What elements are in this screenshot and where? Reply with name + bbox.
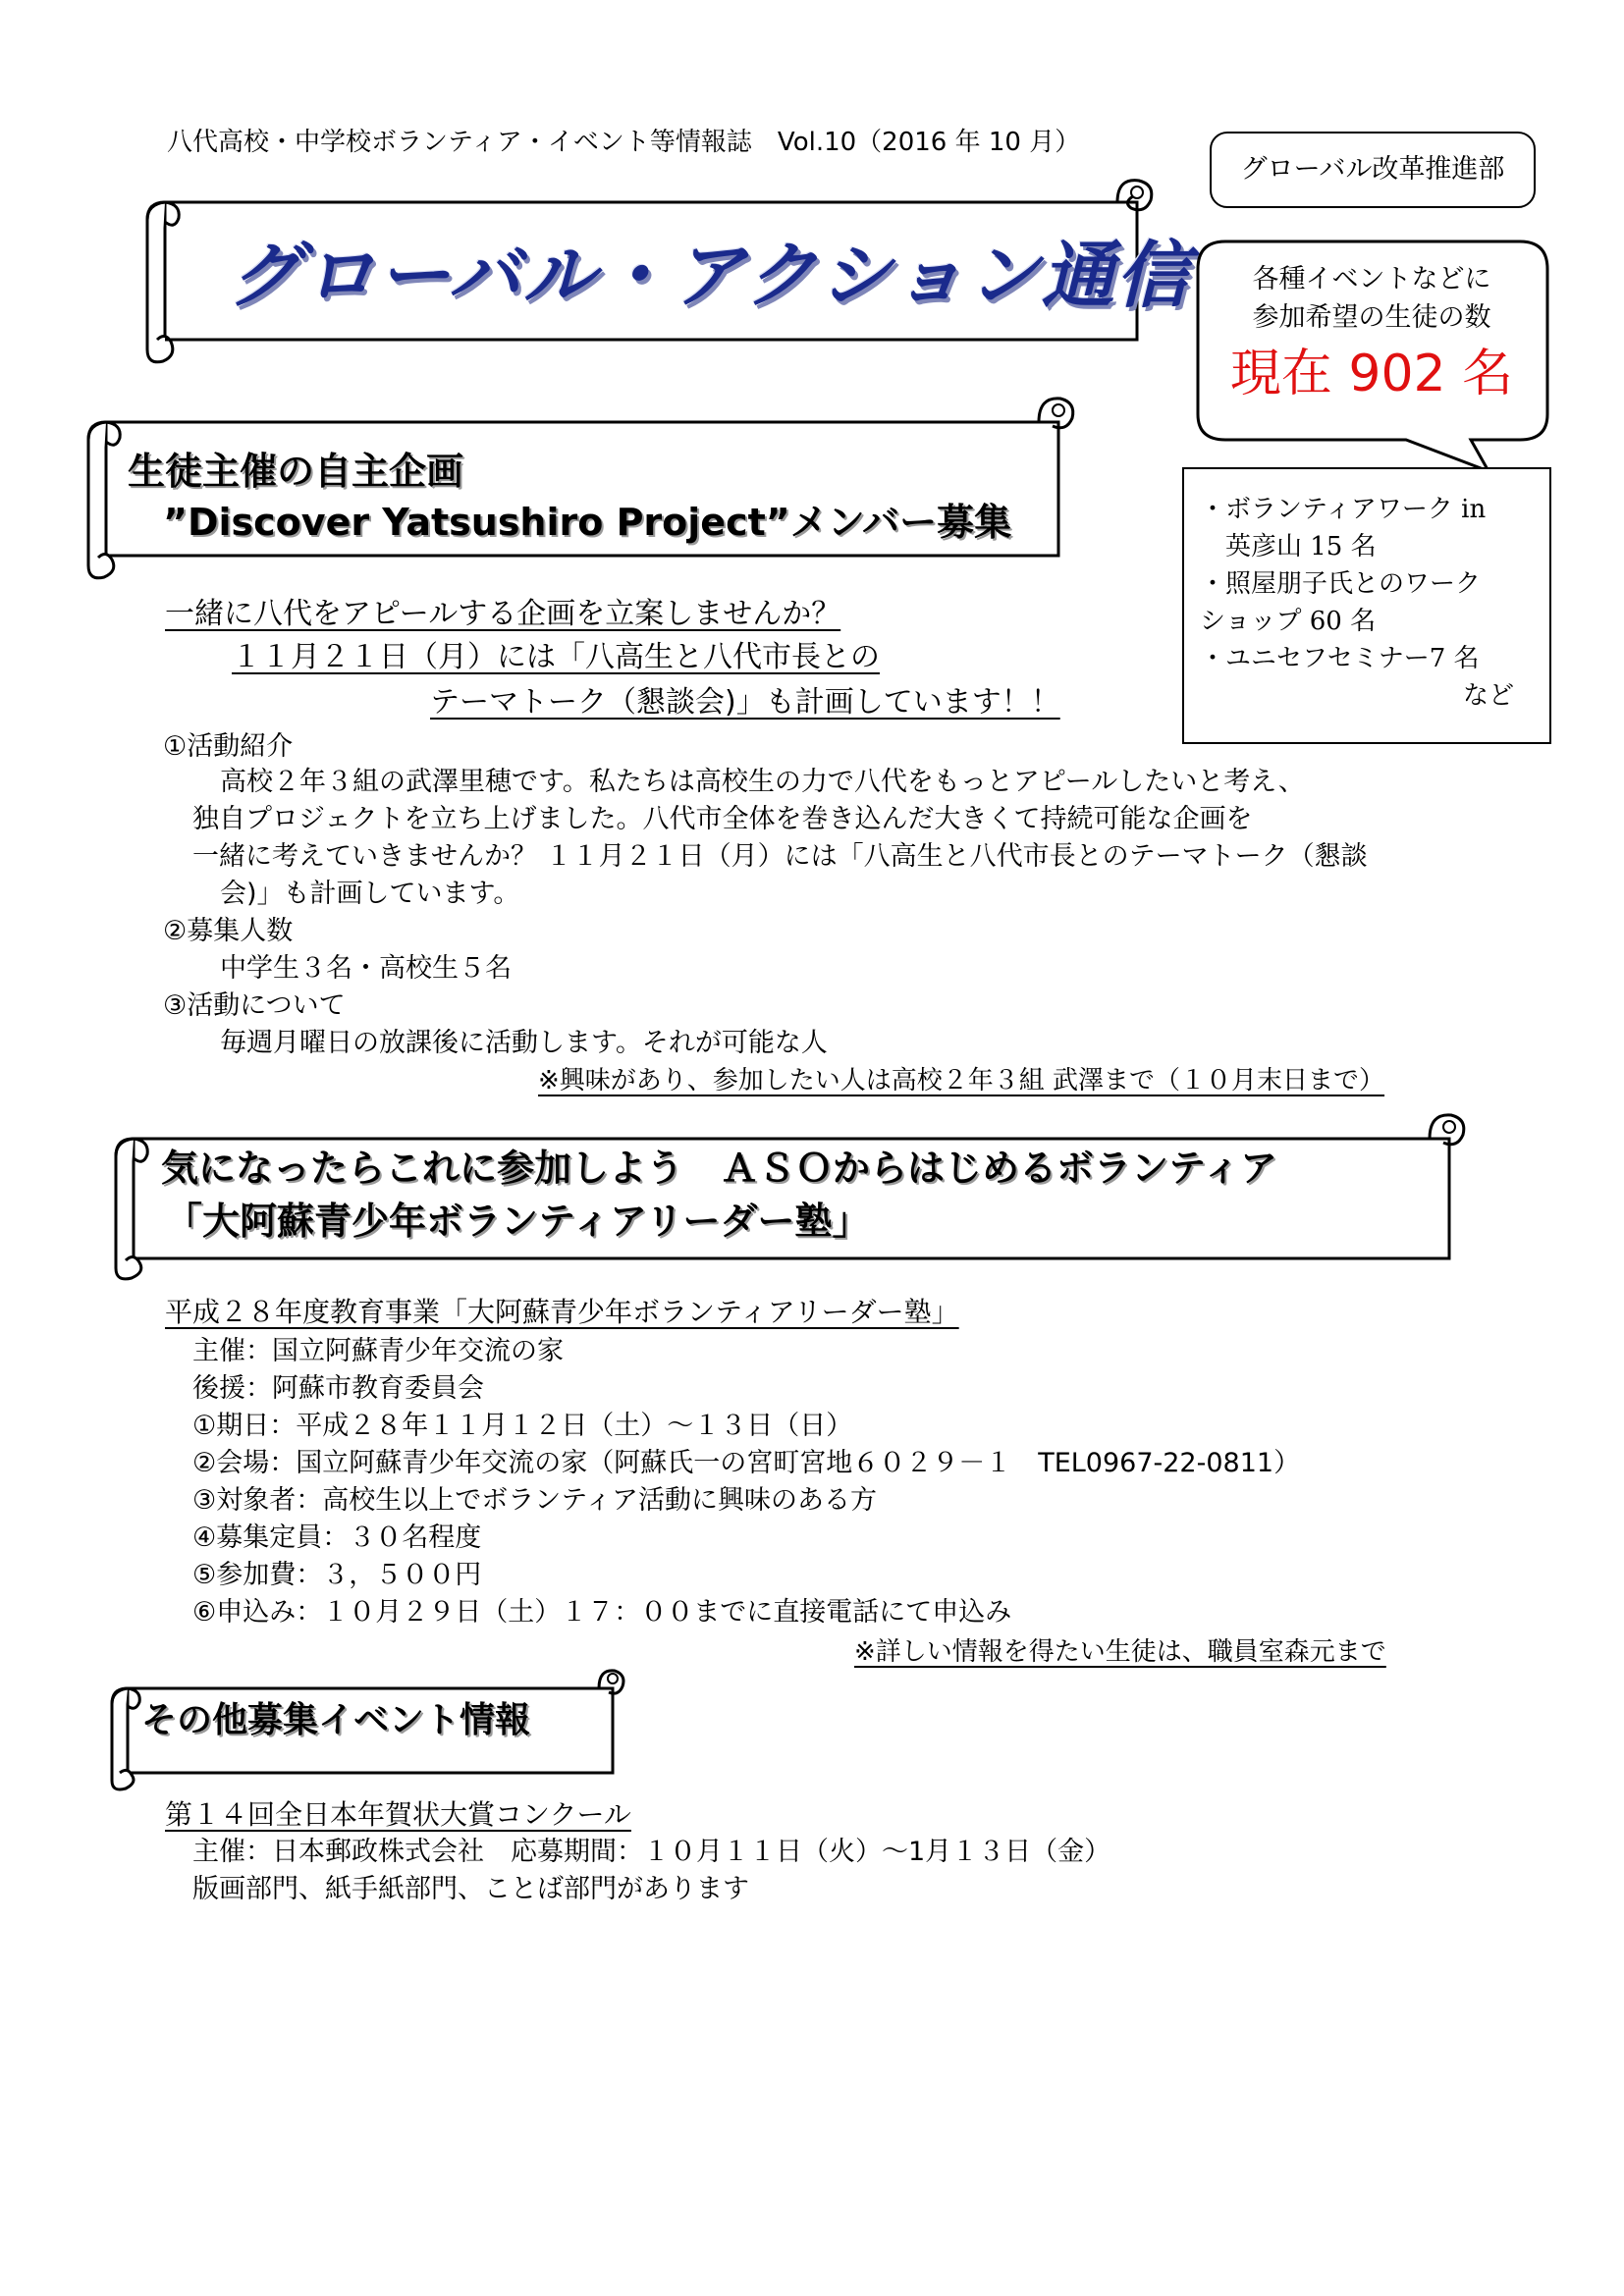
section1-label1: ①活動紹介: [163, 731, 294, 762]
section1-lead2: １１月２１日（月）には「八高生と八代市長との: [232, 640, 880, 674]
section2-note: ※詳しい情報を得たい生徒は、職員室森元まで: [854, 1637, 1386, 1667]
section1-lead3: テーマトーク（懇談会)」も計画しています！！: [430, 685, 1060, 720]
section1-body1: 高校２年３組の武澤里穂です。私たちは高校生の力で八代をもっとアピールしたいと考え、: [220, 767, 1305, 797]
breakdown-item: ・照屋朋子氏とのワーク: [1200, 569, 1482, 599]
count-line2: 参加希望の生徒の数: [1252, 302, 1491, 333]
section3-line1: 主催：日本郵政株式会社 応募期間：１０月１１日（火）～1月１３日（金）: [192, 1837, 1111, 1867]
section2-item: ⑤参加費：３，５００円: [192, 1560, 482, 1590]
breakdown-item: ・ユニセフセミナー7 名: [1200, 644, 1480, 673]
section2-item: ①期日：平成２８年１１月１２日（土）～１３日（日）: [192, 1411, 853, 1441]
section2-item: ④募集定員：３０名程度: [192, 1522, 482, 1553]
breakdown-item: など: [1462, 681, 1514, 711]
breakdown-list: [1200, 491, 1518, 715]
dept-label: グローバル改革推進部: [1240, 154, 1505, 185]
section1-label2: ②募集人数: [163, 916, 294, 946]
breakdown-item: ・ボランティアワーク in: [1200, 495, 1487, 524]
participant-count: 現在 902 名: [1229, 345, 1514, 403]
section3-line2: 版画部門、紙手紙部門、ことば部門があります: [192, 1874, 749, 1904]
dept-box: [1210, 132, 1536, 208]
section1-body6: 毎週月曜日の放課後に活動します。それが可能な人: [220, 1028, 828, 1058]
section3-subtitle: 第１４回全日本年賀状大賞コンクール: [165, 1798, 631, 1831]
section2-subtitle: 平成２８年度教育事業「大阿蘇青少年ボランティアリーダー塾」: [165, 1296, 959, 1328]
section1-note: ※興味があり、参加したい人は高校２年３組 武澤まで（１０月末日まで）: [538, 1066, 1385, 1095]
section1-body4: 会)」も計画しています。: [220, 879, 520, 909]
section1-lead1: 一緒に八代をアピールする企画を立案しませんか？: [165, 597, 841, 631]
section2-item: ②会場：国立阿蘇青少年交流の家（阿蘇氏一の宮町宮地６０２９－１ TEL0967-22-0811）: [192, 1448, 1301, 1478]
section1-heading-line2: ”Discover Yatsushiro Project”メンバー募集: [163, 501, 1012, 544]
section1-body3: 一緒に考えていきませんか？ １１月２１日（月）には「八高生と八代市長とのテーマトーク（懇談: [192, 841, 1368, 872]
section2-item: 後援：阿蘇市教育委員会: [192, 1373, 484, 1404]
section1-body2: 独自プロジェクトを立ち上げました。八代市全体を巻き込んだ大きくて持続可能な企画を: [192, 804, 1253, 834]
banner-title: グローバル・アクション通信: [228, 234, 1191, 318]
section2-scroll: [104, 1105, 1479, 1282]
section3-heading: その他募集イベント情報: [141, 1700, 531, 1740]
section2-heading-line2: 「大阿蘇青少年ボランティアリーダー塾」: [165, 1200, 870, 1243]
section2-heading-line1: 気になったらこれに参加しよう ＡＳＯからはじめるボランティア: [161, 1147, 1277, 1190]
section1-body5: 中学生３名・高校生５名: [220, 953, 512, 984]
section2-item: ⑥申込み：１０月２９日（土）１７：００までに直接電話にて申込み: [192, 1597, 1012, 1628]
masthead: 八代高校・中学校ボランティア・イベント等情報誌 Vol.10（2016 年 10 月）: [167, 128, 1081, 157]
section2-item: 主催：国立阿蘇青少年交流の家: [192, 1336, 564, 1366]
breakdown-item: 英彦山 15 名: [1200, 532, 1377, 561]
section1-label3: ③活動について: [163, 990, 346, 1021]
section2-item: ③対象者：高校生以上でボランティア活動に興味のある方: [192, 1485, 878, 1516]
count-line1: 各種イベントなどに: [1252, 264, 1491, 294]
section1-heading-line1: 生徒主催の自主企画: [128, 450, 464, 493]
breakdown-item: ショップ 60 名: [1200, 607, 1377, 636]
